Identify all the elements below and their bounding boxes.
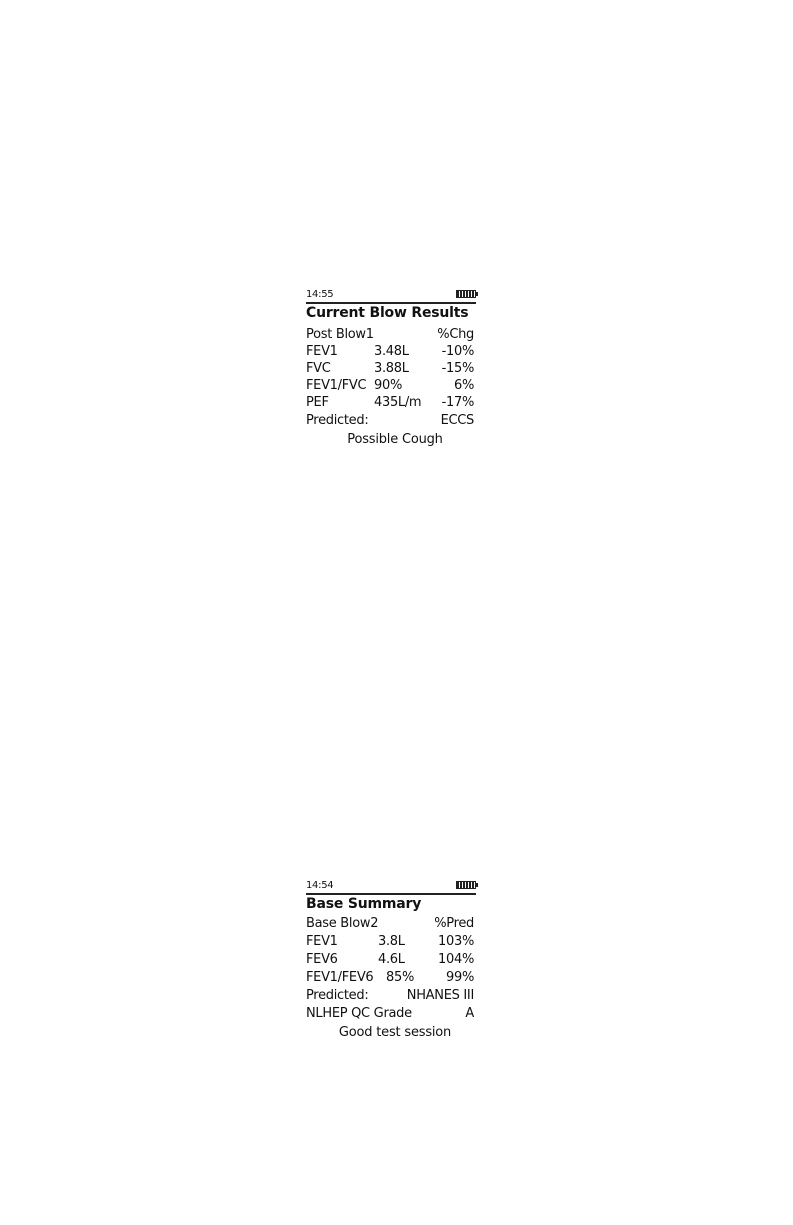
battery-icon <box>456 881 476 889</box>
clock-time: 14:55 <box>306 289 334 300</box>
measure-value: 85% <box>386 970 414 985</box>
measure-value: 3.88L <box>374 361 409 376</box>
header-column: %Chg <box>437 327 474 342</box>
qc-grade-label: NLHEP QC Grade <box>306 1006 412 1021</box>
battery-icon <box>456 290 476 298</box>
measure-name: FEV1/FVC <box>306 378 367 393</box>
measure-predicted: 103% <box>438 934 474 949</box>
measure-change: 6% <box>453 378 474 393</box>
measure-name: FEV6 <box>306 952 338 967</box>
measure-value: 3.48L <box>374 344 409 359</box>
result-row-fev1-fvc <box>306 378 474 395</box>
result-row-pef <box>306 395 474 412</box>
measure-value: 4.6L <box>378 952 405 967</box>
qc-grade-value: A <box>465 1006 474 1021</box>
status-message: Possible Cough <box>347 432 443 447</box>
summary-row-fev1-fev6 <box>306 970 474 987</box>
result-row-fvc <box>306 361 474 378</box>
result-row-fev1 <box>306 344 474 361</box>
status-bar <box>306 880 476 895</box>
measure-name: FEV1 <box>306 934 338 949</box>
measure-change: -15% <box>441 361 474 376</box>
predicted-value: ECCS <box>440 413 474 428</box>
current-blow-results-screen <box>300 287 490 457</box>
predicted-label: Predicted: <box>306 988 369 1003</box>
predicted-label: Predicted: <box>306 413 369 428</box>
screen-title: Current Blow Results <box>306 305 469 321</box>
screen-title: Base Summary <box>306 896 422 912</box>
measure-name: PEF <box>306 395 329 410</box>
summary-header-row <box>306 916 474 933</box>
measure-value: 90% <box>374 378 402 393</box>
qc-grade-row <box>306 1006 474 1023</box>
predicted-value: NHANES III <box>406 988 474 1003</box>
predicted-row <box>306 988 474 1005</box>
predicted-row <box>306 413 474 430</box>
measure-name: FEV1 <box>306 344 338 359</box>
measure-change: -17% <box>441 395 474 410</box>
results-header-row <box>306 327 474 344</box>
header-column: %Pred <box>434 916 474 931</box>
header-label: Post Blow1 <box>306 327 374 342</box>
status-message: Good test session <box>338 1025 452 1040</box>
measure-predicted: 99% <box>446 970 474 985</box>
status-bar <box>306 289 476 304</box>
summary-row-fev6 <box>306 952 474 969</box>
measure-value: 435L/m <box>374 395 422 410</box>
clock-time: 14:54 <box>306 880 334 891</box>
header-label: Base Blow2 <box>306 916 379 931</box>
measure-name: FVC <box>306 361 331 376</box>
measure-change: -10% <box>441 344 474 359</box>
base-summary-screen <box>300 878 490 1048</box>
measure-name: FEV1/FEV6 <box>306 970 374 985</box>
measure-value: 3.8L <box>378 934 405 949</box>
summary-row-fev1 <box>306 934 474 951</box>
measure-predicted: 104% <box>438 952 474 967</box>
